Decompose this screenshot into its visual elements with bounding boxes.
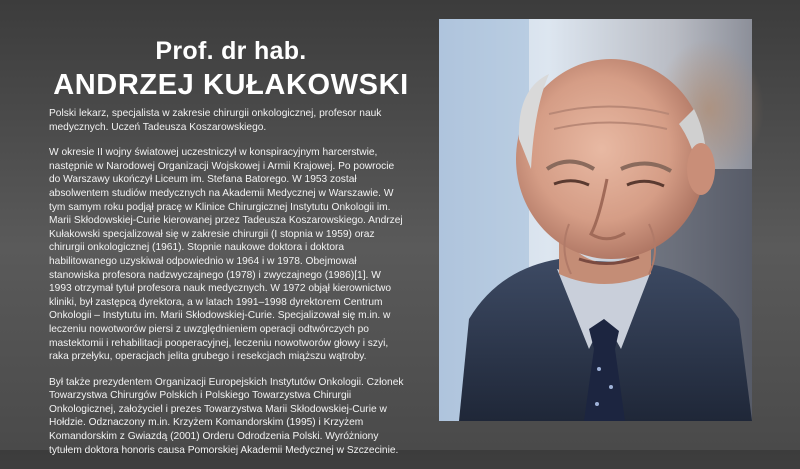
bio-paragraph-intro: Polski lekarz, specjalista w zakresie chirurgii onkologicznej, profesor nauk medycznych. Uczeń Tadeusza Koszarowskiego. (49, 108, 382, 133)
portrait-photo (439, 19, 752, 421)
title-block (40, 36, 422, 102)
biography-text (49, 107, 405, 469)
bio-paragraph-career: W okresie II wojny światowej uczestniczył w konspiracyjnym harcerstwie, następnie w Narodowej Organizacji Wojskowej i Armii Krajowej. Po powrocie do Warszawy ukończył Liceum im. Stefana Batorego. W 1953 został absolwentem studiów medycznych na Akademii Medycznej w Warszawie. W tym samym roku podjął pracę w Klinice Chirurgicznej Instytutu Onkologii im. Marii Skłodowskiej-Curie kierowanej przez Tadeusza Koszarowskiego. Andrzej Kułakowski specjalizował się w zakresie chirurgii (I stopnia w 1959) oraz chirurgii onkologicznej (1961). Stopnie naukowe doktora i doktora habilitowanego uzyskiwał odpowiednio w 1964 i w 1978. Obejmował stanowiska profesora nadzwyczajnego (1978) i zwyczajnego (1986)[1]. W 1993 otrzymał tytuł profesora nauk medycznych. W 1972 objął kierownictwo kliniki, był zastępcą dyrektora, a w latach 1991–1998 dyrektorem Centrum Onkologii – Instytutu im. Marii Skłodowskiej-Curie. Specjalizował się m.in. w leczeniu nowotworów piersi z uwzględnieniem operacji odtwórczych po mastektomii i rehabilitacji pooperacyjnej, leczeniu nowotworów głowy i szyi, raka przełyku, operacjach jelita grubego i resekcjach miąższu wątroby. (49, 147, 403, 363)
academic-title: Prof. dr hab. (155, 37, 307, 65)
person-name: ANDRZEJ KUŁAKOWSKI (53, 69, 409, 101)
bio-paragraph-honors: Był także prezydentem Organizacji Europejskich Instytutów Onkologii. Członek Towarzystwa Chirurgów Polskich i Polskiego Towarzystwa Chirurgii Onkologicznej, założyciel i prezes Towarzystwa Marii Skłodowskiej-Curie w Hołdzie. Odznaczony m.in. Krzyżem Komandorskim (1995) i Krzyżem Komandorskim z Gwiazdą (2001) Orderu Odrodzenia Polski. Wyróżniony tytułem doktora honoris causa Pomorskiej Akademii Medycznej w Szczecinie. (49, 376, 404, 456)
